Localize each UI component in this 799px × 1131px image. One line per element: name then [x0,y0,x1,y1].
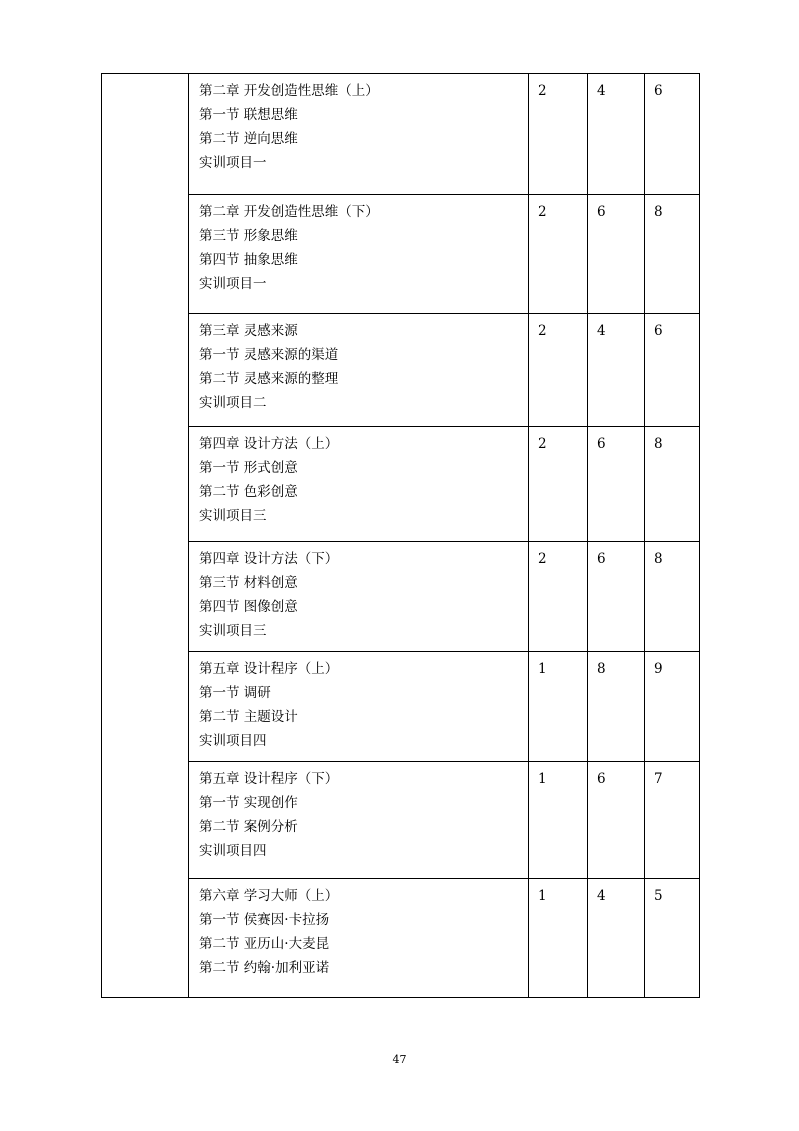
section-line: 第一节 实现创作 [199,795,298,811]
training-line: 实训项目一 [199,155,267,171]
section-line: 第一节 灵感来源的渠道 [199,347,339,363]
training-line: 实训项目四 [199,843,267,859]
table-row [102,879,700,998]
section-line: 第一节 联想思维 [199,107,298,123]
value-cell-1: 2 [529,74,588,195]
chapter-content-cell [189,427,529,542]
chapter-title: 第五章 设计程序（下） [199,771,339,787]
section-line: 第四节 抽象思维 [199,252,298,268]
section-line: 第二节 主题设计 [199,709,298,725]
value-cell-3: 8 [645,542,700,652]
section-line: 第二节 约翰·加利亚诺 [199,960,330,976]
section-line: 第二节 逆向思维 [199,131,298,147]
value-cell-1: 2 [529,195,588,314]
value-cell-3: 7 [645,762,700,879]
section-line: 第二节 灵感来源的整理 [199,371,339,387]
value-cell-3: 5 [645,879,700,998]
value-cell-1: 1 [529,879,588,998]
section-line: 第一节 形式创意 [199,460,298,476]
value-cell-1: 2 [529,314,588,427]
table-row [102,427,700,542]
value-cell-2: 4 [588,879,645,998]
chapter-title: 第二章 开发创造性思维（上） [199,83,379,99]
chapter-content-cell [189,195,529,314]
table-row [102,762,700,879]
value-cell-3: 9 [645,652,700,762]
training-line: 实训项目二 [199,395,267,411]
page-number: 47 [392,1053,407,1066]
table-row [102,542,700,652]
chapter-title: 第四章 设计方法（下） [199,551,339,567]
training-line: 实训项目一 [199,276,267,292]
value-cell-2: 4 [588,74,645,195]
training-line: 实训项目四 [199,733,267,749]
value-cell-2: 6 [588,427,645,542]
table-row [102,314,700,427]
value-cell-3: 8 [645,427,700,542]
merged-blank-cell [102,74,189,998]
section-line: 第三节 形象思维 [199,228,298,244]
value-cell-2: 6 [588,762,645,879]
chapter-content-cell [189,314,529,427]
section-line: 第三节 材料创意 [199,575,298,591]
value-cell-1: 1 [529,652,588,762]
chapter-title: 第三章 灵感来源 [199,323,298,339]
value-cell-3: 8 [645,195,700,314]
chapter-content-cell [189,879,529,998]
chapter-title: 第二章 开发创造性思维（下） [199,204,379,220]
table-row [102,74,700,195]
chapter-title: 第四章 设计方法（上） [199,436,339,452]
value-cell-2: 6 [588,195,645,314]
table-row [102,195,700,314]
value-cell-2: 8 [588,652,645,762]
chapter-content-cell [189,652,529,762]
chapter-content-cell [189,74,529,195]
section-line: 第二节 色彩创意 [199,484,298,500]
section-line: 第二节 亚历山·大麦昆 [199,936,330,952]
value-cell-1: 2 [529,542,588,652]
section-line: 第一节 调研 [199,685,271,701]
chapter-title: 第五章 设计程序（上） [199,661,339,677]
value-cell-2: 6 [588,542,645,652]
chapter-content-cell [189,542,529,652]
value-cell-1: 1 [529,762,588,879]
value-cell-1: 2 [529,427,588,542]
value-cell-3: 6 [645,314,700,427]
section-line: 第四节 图像创意 [199,599,298,615]
value-cell-3: 6 [645,74,700,195]
table-row [102,652,700,762]
section-line: 第一节 侯赛因·卡拉扬 [199,912,330,928]
training-line: 实训项目三 [199,623,267,639]
section-line: 第二节 案例分析 [199,819,298,835]
course-schedule-table [101,73,700,998]
training-line: 实训项目三 [199,508,267,524]
chapter-title: 第六章 学习大师（上） [199,888,339,904]
chapter-content-cell [189,762,529,879]
value-cell-2: 4 [588,314,645,427]
